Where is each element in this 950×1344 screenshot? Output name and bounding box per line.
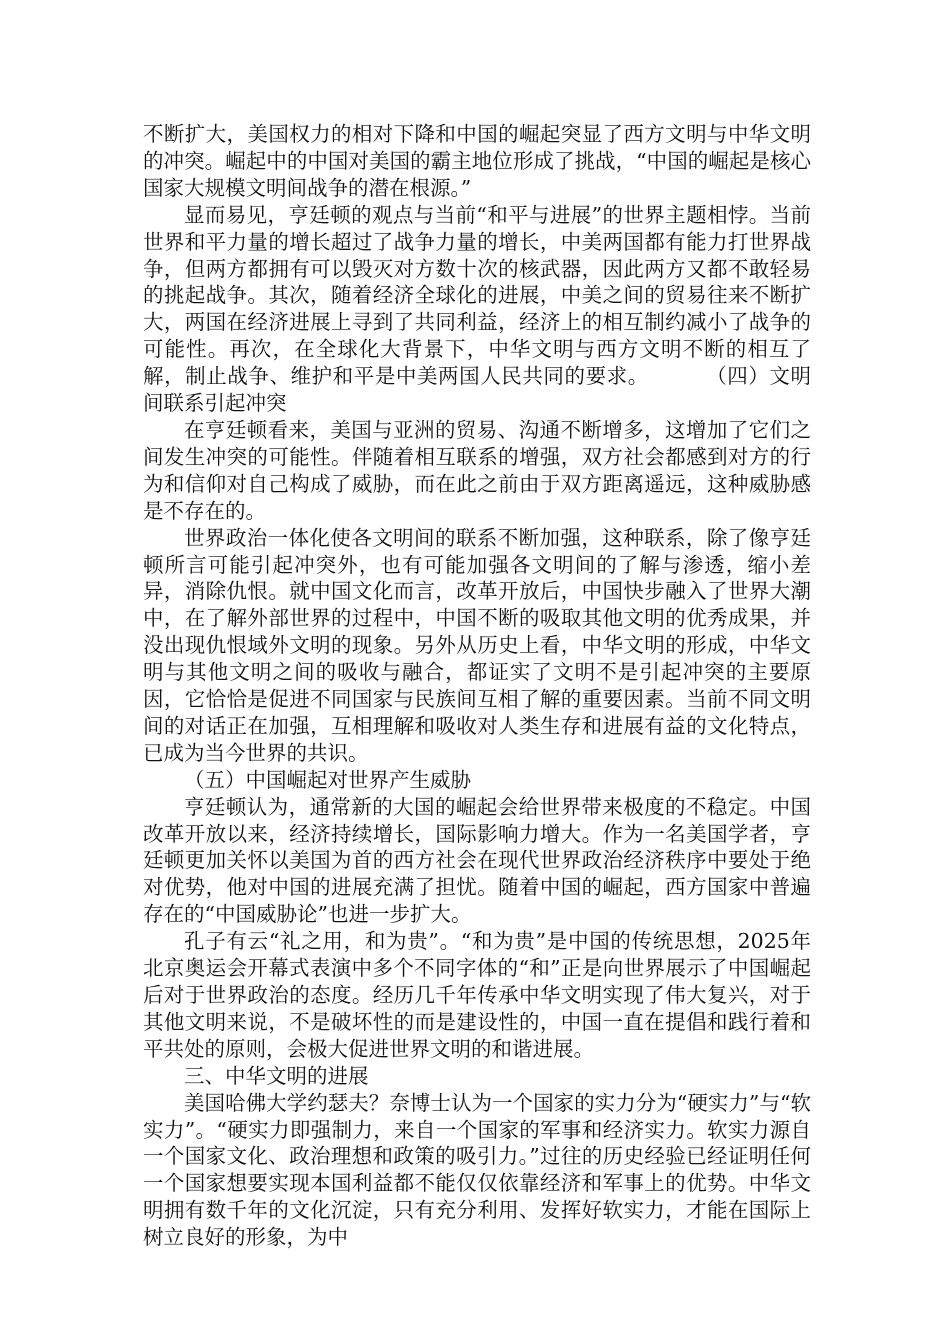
paragraph-4: 世界政治一体化使各文明间的联系不断加强，这种联系，除了像亨廷顿所言可能引起冲突外，也有可能加强各文明间的了解与渗透，缩小差异，消除仇恨。就中国文化而言，改革开放后，中国快步融入了世界大潮中，在了解外部世界的过程中，中国不断的吸取其他文明的优秀成果，并没出现仇恨域外文明的现象。另外从历史上看，中华文明的形成，中华文明与其他文明之间的吸收与融合，都证实了文明不是引起冲突的主要原因，它恰恰是促进不同国家与民族间互相了解的重要因素。当前不同文明间的对话正在加强，互相理解和吸收对人类生存和进展有益的文化特点，已成为当今世界的共识。 [143, 525, 811, 765]
document-body [143, 121, 811, 1251]
paragraph-2-text: 显而易见，亨廷顿的观点与当前“和平与进展”的世界主题相悖。当前世界和平力量的增长超过了战争力量的增长，中美两国都有能力打世界战争，但两方都拥有可以毁灭对方数十次的核武器，因此两方又都不敢轻易的挑起战争。其次，随着经济全球化的进展，中美之间的贸易往来不断扩大，两国在经济进展上寻到了共同利益，经济上的相互制约减小了战争的可能性。再次，在全球化大背景下，中华文明与西方文明不断的相互了解，制止战争、维护和平是中美两国人民共同的要求。 [143, 202, 811, 389]
paragraph-2 [143, 202, 811, 417]
section-heading-5: （五）中国崛起对世界产生威胁 [184, 767, 471, 792]
paragraph-6: 孔子有云“礼之用，和为贵”。“和为贵”是中国的传统思想，2025年北京奥运会开幕式表演中多个不同字体的“和”正是向世界展示了中国崛起后对于世界政治的态度。经历几千年传承中华文明实现了伟大复兴，对于其他文明来说，不是破坏性的而是建设性的，中国一直在提倡和践行着和平共处的原则，会极大促进世界文明的和谐进展。 [143, 929, 811, 1061]
section-heading-4: （四）文明间联系引起冲突 [143, 364, 812, 416]
section-heading-3: 三、中华文明的进展 [184, 1063, 369, 1088]
paragraph-1: 不断扩大，美国权力的相对下降和中国的崛起突显了西方文明与中华文明的冲突。崛起中的中国对美国的霸主地位形成了挑战，“中国的崛起是核心国家大规模文明间战争的潜在根源。” [143, 122, 811, 200]
paragraph-7: 美国哈佛大学约瑟夫？奈博士认为一个国家的实力分为“硬实力”与“软实力”。“硬实力即强制力，来自一个国家的军事和经济实力。软实力源自一个国家文化、政治理想和政策的吸引力。”过往的历史经验已经证明任何一个国家想要实现本国利益都不能仅仅依靠经济和军事上的优势。中华文明拥有数千年的文化沉淀，只有充分利用、发挥好软实力，才能在国际上树立良好的形象，为中 [143, 1090, 811, 1250]
paragraph-3: 在亨廷顿看来，美国与亚洲的贸易、沟通不断增多，这增加了它们之间发生冲突的可能性。伴随着相互联系的增强，双方社会都感到对方的行为和信仰对自己构成了威胁，而在此之前由于双方距离遥远，这种威胁感是不存在的。 [143, 417, 811, 523]
paragraph-5: 亨廷顿认为，通常新的大国的崛起会给世界带来极度的不稳定。中国改革开放以来，经济持续增长，国际影响力增大。作为一名美国学者，亨廷顿更加关怀以美国为首的西方社会在现代世界政治经济秩序中要处于绝对优势，他对中国的进展充满了担忧。随着中国的崛起，西方国家中普遍存在的“中国威胁论”也进一步扩大。 [143, 794, 811, 927]
